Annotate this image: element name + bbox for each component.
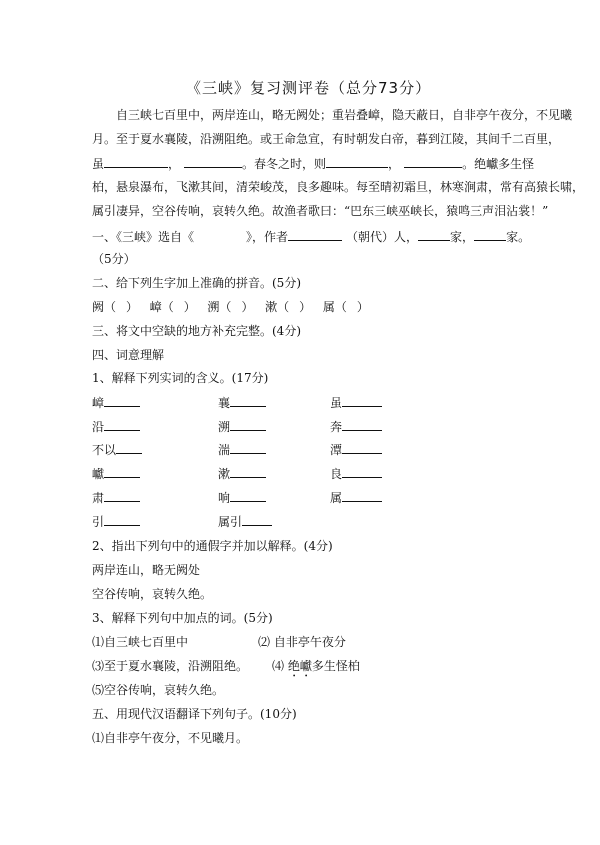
item-text: ⑶至于夏水: [92, 659, 153, 673]
paren: （: [161, 300, 174, 314]
paren: （: [277, 300, 290, 314]
question-5-1: ⑴自非亭午夜分，不见曦月。: [92, 731, 249, 745]
item-text: ⑸空谷传响，哀转: [92, 683, 189, 697]
word-term: 潭: [330, 443, 343, 457]
passage-line-4: 柏，悬泉瀑布，飞漱其间，清荣峻茂，良多趣味。每至晴初霜旦，林寒涧肃，常有高猿长啸，: [92, 180, 585, 194]
item-text: 襄陵: [152, 659, 177, 673]
passage-line-1: 自三峡七百里中，两岸连山，略无阙处；重岩叠嶂，隐天蔽日，自非亭午夜分，不见曦: [116, 108, 573, 122]
fill-blank-identity[interactable]: [474, 228, 506, 241]
word-blank[interactable]: [230, 465, 266, 478]
word-item: [218, 418, 266, 435]
word-blank[interactable]: [230, 489, 266, 502]
word-term: 溯: [218, 420, 231, 434]
q1-text: 一、《三峡》选自《: [92, 230, 195, 244]
word-term: 漱: [218, 467, 231, 481]
paren: ）: [299, 300, 312, 314]
word-term: 不以: [92, 443, 117, 457]
word-blank[interactable]: [342, 441, 382, 454]
word-blank[interactable]: [342, 489, 382, 502]
pinyin-char: 阙: [92, 300, 105, 314]
q1-text: 家，: [450, 230, 475, 244]
passage-text: 。春冬之时，则: [242, 157, 327, 171]
dotted-item-1: [92, 634, 188, 650]
passage-text: ，: [388, 157, 401, 171]
word-term: 良: [330, 467, 343, 481]
fill-blank-author[interactable]: [288, 228, 342, 241]
item-text: 久绝: [188, 683, 213, 697]
fill-blank-3[interactable]: [326, 155, 388, 168]
word-blank[interactable]: [242, 513, 272, 526]
word-blank[interactable]: [230, 441, 266, 454]
word-item: [218, 489, 266, 506]
word-term: 湍: [218, 443, 231, 457]
tongjia-line-2: 空谷传响，哀转久绝。: [92, 587, 213, 601]
fill-blank-4[interactable]: [404, 155, 462, 168]
word-item: [218, 394, 266, 411]
question-1: [92, 228, 530, 245]
word-item: [330, 489, 382, 506]
item-text: ⑵ 自: [258, 635, 286, 649]
item-text: 非亭午夜分: [285, 635, 346, 649]
word-blank[interactable]: [104, 394, 140, 407]
word-blank[interactable]: [342, 394, 382, 407]
q1-score: （5分）: [92, 252, 136, 266]
word-item: [92, 394, 140, 411]
word-blank[interactable]: [342, 418, 382, 431]
word-blank[interactable]: [104, 465, 140, 478]
word-term: 引: [92, 515, 105, 529]
paren: （: [219, 300, 232, 314]
passage-line-3: [92, 155, 534, 172]
item-text: ⑴自: [92, 635, 117, 649]
question-4-2: 2、指出下列句中的通假字并加以解释。(4分): [92, 539, 333, 553]
item-text: 里中: [164, 635, 189, 649]
word-blank[interactable]: [104, 513, 140, 526]
word-blank[interactable]: [104, 489, 140, 502]
fill-blank-hometown[interactable]: [418, 228, 450, 241]
passage-text: ，: [168, 157, 181, 171]
passage-text: 。绝巘多生怪: [462, 157, 535, 171]
item-text: 三峡七百: [116, 635, 165, 649]
pinyin-char: 溯: [207, 300, 220, 314]
word-term: 属引: [218, 515, 243, 529]
word-item: [218, 513, 272, 530]
paren: ）: [356, 300, 369, 314]
item-text: ，沿溯阻绝。: [176, 659, 249, 673]
q1-text: 家。: [506, 230, 531, 244]
word-blank[interactable]: [342, 465, 382, 478]
word-item: [92, 418, 140, 435]
fill-blank-2[interactable]: [184, 155, 242, 168]
word-term: 奔: [330, 420, 343, 434]
word-blank[interactable]: [230, 394, 266, 407]
word-blank[interactable]: [116, 441, 142, 454]
dotted-item-4: [272, 658, 360, 680]
paren: ）: [241, 300, 254, 314]
word-blank[interactable]: [230, 418, 266, 431]
word-term: 属: [330, 491, 343, 505]
word-item: [218, 441, 266, 458]
item-text-dotted: 绝巘: [287, 659, 312, 673]
page-title: 《三峡》复习测评卷（总分73分）: [186, 79, 432, 97]
paren: （: [334, 300, 347, 314]
paren: ）: [126, 300, 139, 314]
tongjia-line-1: 两岸连山，略无阙处: [92, 563, 201, 577]
question-4-1: 1、解释下列实词的含义。(17分): [92, 371, 269, 385]
word-item: [330, 394, 382, 411]
dotted-item-5: [92, 682, 224, 698]
question-4-3: 3、解释下列句中加点的词。(5分): [92, 611, 273, 625]
word-term: 肃: [92, 491, 105, 505]
item-text: 多生怪柏: [311, 659, 360, 673]
word-item: [218, 465, 266, 482]
question-3: 三、将文中空缺的地方补充完整。(4分): [92, 324, 301, 338]
word-term: 嶂: [92, 396, 105, 410]
fill-blank-1[interactable]: [104, 155, 168, 168]
word-term: 响: [218, 491, 231, 505]
word-item: [330, 418, 382, 435]
pinyin-char: 漱: [265, 300, 278, 314]
passage-line-2: 月。至于夏水襄陵，沿溯阻绝。或王命急宣，有时朝发白帝，暮到江陵，其间千二百里，: [92, 132, 561, 146]
q1-text: 》，作者: [246, 230, 289, 244]
question-4: 四、词意理解: [92, 348, 165, 362]
word-item: [92, 489, 140, 506]
word-blank[interactable]: [104, 418, 140, 431]
passage-line-5: 属引凄异，空谷传响，哀转久绝。故渔者歌曰：“巴东三峡巫峡长，猿鸣三声泪沾裳！”: [92, 204, 549, 218]
item-text: ⑷: [272, 659, 288, 673]
dotted-item-3: [92, 658, 248, 674]
word-term: 沿: [92, 420, 105, 434]
word-item: [92, 441, 142, 458]
word-term: 襄: [218, 396, 231, 410]
item-text: 。: [212, 683, 225, 697]
question-5: 五、用现代汉语翻译下列句子。(10分): [92, 707, 297, 721]
q1-text: （朝代）人，: [346, 230, 419, 244]
pinyin-char: 属: [322, 300, 335, 314]
word-term: 虽: [330, 396, 343, 410]
pinyin-row: [92, 299, 369, 315]
word-item: [92, 513, 140, 530]
paren: ）: [183, 300, 196, 314]
passage-text: 虽: [92, 157, 105, 171]
dotted-item-2: [258, 634, 346, 650]
question-2: 二、给下列生字加上准确的拼音。(5分): [92, 276, 301, 290]
pinyin-char: 嶂: [149, 300, 162, 314]
word-term: 巘: [92, 467, 105, 481]
word-item: [330, 465, 382, 482]
word-item: [330, 441, 382, 458]
paren: （: [104, 300, 117, 314]
word-item: [92, 465, 140, 482]
